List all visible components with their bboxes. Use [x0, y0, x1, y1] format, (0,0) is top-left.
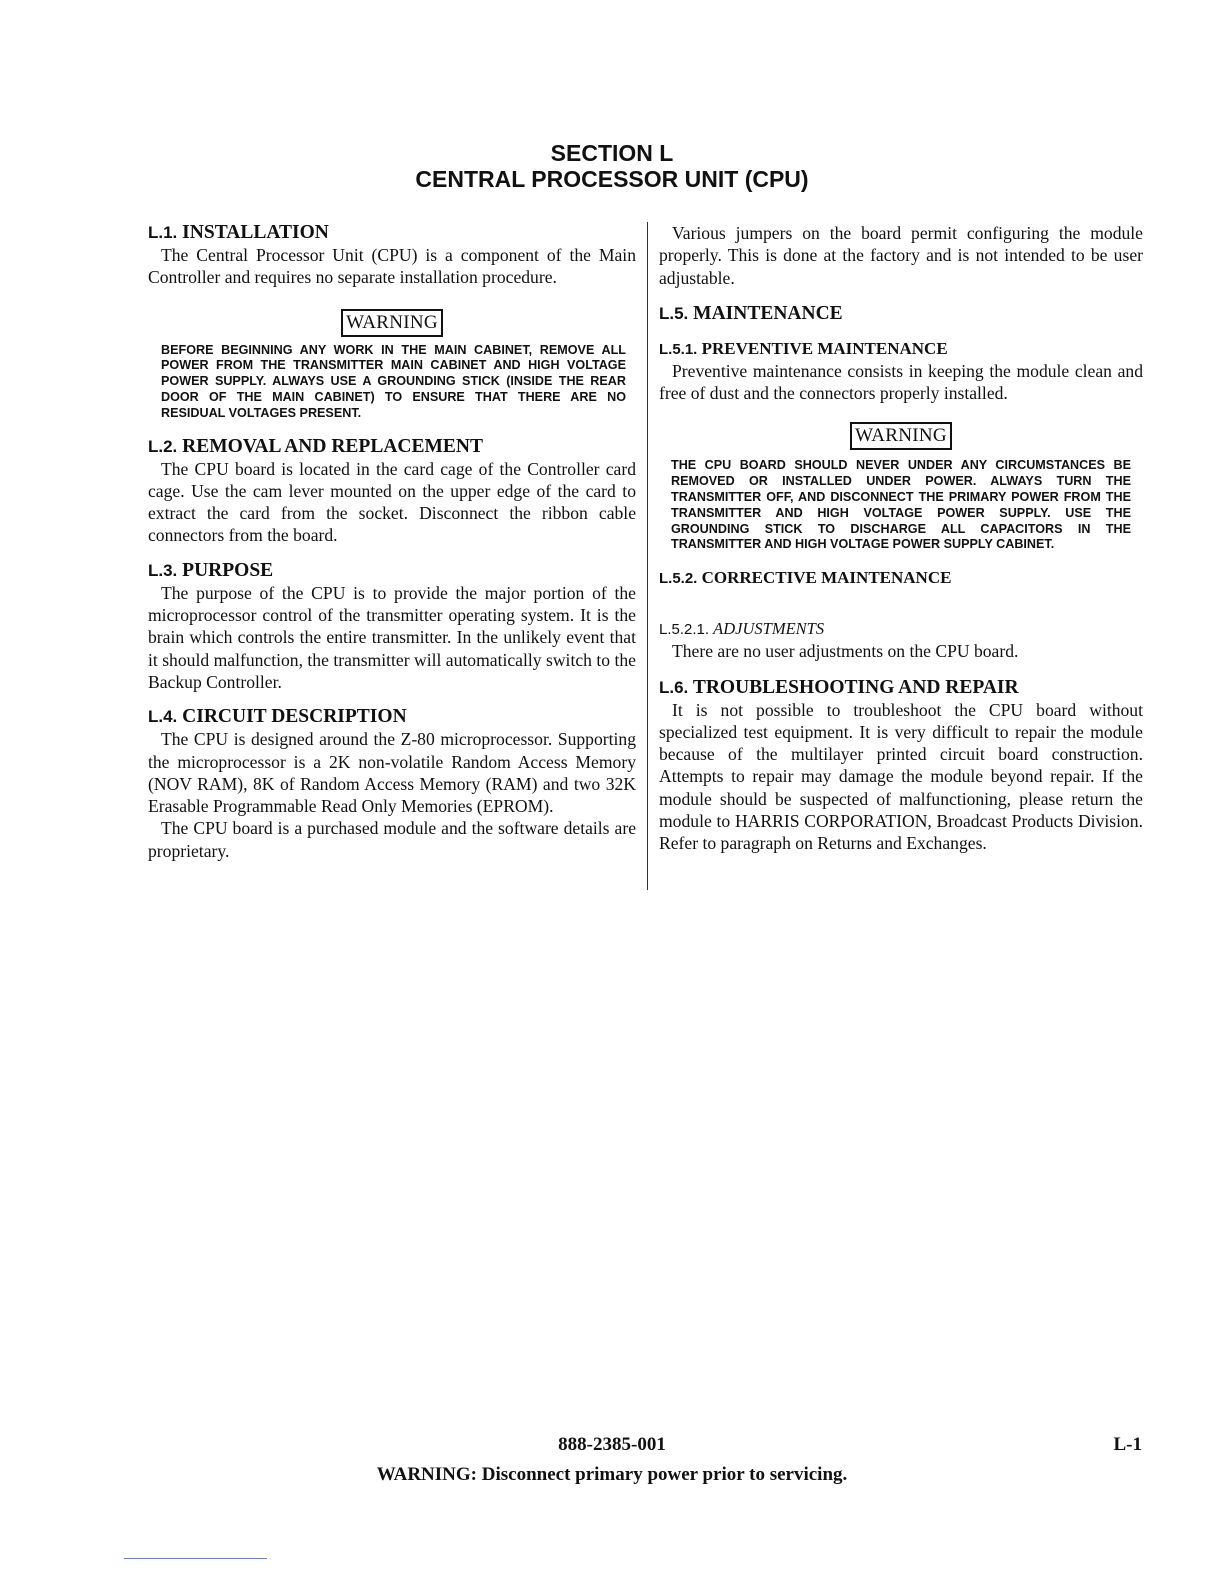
warning-block-2: [659, 458, 1143, 553]
heading-l3: L.3. PURPOSE: [148, 559, 274, 581]
warning-label: WARNING: [850, 422, 952, 450]
document-number: 888-2385-001: [558, 1434, 666, 1455]
footer-warning: WARNING: Disconnect primary power prior to servicing.: [376, 1464, 848, 1485]
warning-box-1: [148, 309, 636, 337]
heading-l5: L.5. MAINTENANCE: [659, 302, 843, 324]
section-title: CENTRAL PROCESSOR UNIT (CPU): [415, 166, 809, 192]
paragraph-purpose: The purpose of the CPU is to provide the major portion of the microprocessor control of the transmitter operating system. It is the brain which controls the entire transmitter. In the unlikely event that it should malfunction, the transmitter will automatically switch to the Backup Controller.: [148, 582, 636, 692]
paragraph-troubleshooting: It is not possible to troubleshoot the CPU board without specialized test equipment. It is very difficult to repair the module because of the multilayer printed circuit board construction. Attempts to repair may damage the module beyond repair. If the module should be suspected of malfunctioning, please return the module to HARRIS CORPORATION, Broadcast Products Division. Refer to paragraph on Returns and Exchanges.: [659, 699, 1143, 854]
heading-l2: L.2. REMOVAL AND REPLACEMENT: [148, 435, 484, 457]
paragraph-removal: The CPU board is located in the card cage of the Controller card cage. Use the cam lever mounted on the upper edge of the card to extract the card from the socket. Disconnect the ribbon cable connectors from the board.: [148, 458, 636, 546]
warning-block-1: [148, 343, 636, 422]
warning-label: WARNING: [341, 309, 443, 337]
right-column: [659, 222, 1143, 855]
warning-text-1: BEFORE BEGINNING ANY WORK IN THE MAIN CABINET, REMOVE ALL POWER FROM THE TRANSMITTER MAIN CABINET AND HIGH VOLTAGE POWER SUPPLY. ALWAYS USE A GROUNDING STICK (INSIDE THE REAR DOOR OF THE MAIN CABINET) TO ENSURE THAT THERE ARE NO RESIDUAL VOLTAGES PRESENT.: [161, 342, 626, 420]
page-number: L-1: [1113, 1434, 1142, 1455]
left-column: [148, 222, 636, 862]
paragraph-circuit-1: The CPU is designed around the Z-80 microprocessor. Supporting the microprocessor is a 2K non-volatile Random Access Memory (NOV RAM), 8K of Random Access Memory (RAM) and two 32K Erasable Programmable Read Only Memories (EPROM).: [148, 729, 636, 817]
section-label: SECTION L: [550, 140, 674, 166]
heading-l6: L.6. TROUBLESHOOTING AND REPAIR: [659, 676, 1019, 698]
column-divider: [647, 222, 648, 890]
paragraph-installation: The Central Processor Unit (CPU) is a component of the Main Controller and requires no separate installation procedure.: [148, 245, 636, 288]
scan-underline-mark: [124, 1558, 267, 1559]
heading-l51: L.5.1. PREVENTIVE MAINTENANCE: [659, 338, 948, 358]
warning-box-2: [659, 422, 1143, 450]
heading-l521: L.5.2.1. ADJUSTMENTS: [659, 619, 825, 639]
paragraph-preventive: Preventive maintenance consists in keeping the module clean and free of dust and the connectors properly installed.: [659, 360, 1143, 404]
heading-l4: L.4. CIRCUIT DESCRIPTION: [148, 706, 407, 728]
paragraph-jumpers: Various jumpers on the board permit configuring the module properly. This is done at the factory and is not intended to be user adjustable.: [659, 223, 1143, 288]
paragraph-circuit-2: The CPU board is a purchased module and the software details are proprietary.: [148, 818, 636, 861]
heading-l1: L.1. INSTALLATION: [148, 222, 329, 243]
warning-text-2: THE CPU BOARD SHOULD NEVER UNDER ANY CIRCUMSTANCES BE REMOVED OR INSTALLED UNDER POWER. ALWAYS TURN THE TRANSMITTER OFF, AND DISCONNECT THE PRIMARY POWER FROM THE TRANSMITTER AND HIGH VOLTAGE POWER SUPPLY. USE THE GROUNDING STICK TO DISCHARGE ALL CAPACITORS IN THE TRANSMITTER AND HIGH VOLTAGE POWER SUPPLY CABINET.: [671, 458, 1131, 552]
page-header: [0, 140, 1224, 192]
paragraph-adjustments: There are no user adjustments on the CPU board.: [672, 641, 1019, 662]
heading-l52: L.5.2. CORRECTIVE MAINTENANCE: [659, 568, 952, 588]
